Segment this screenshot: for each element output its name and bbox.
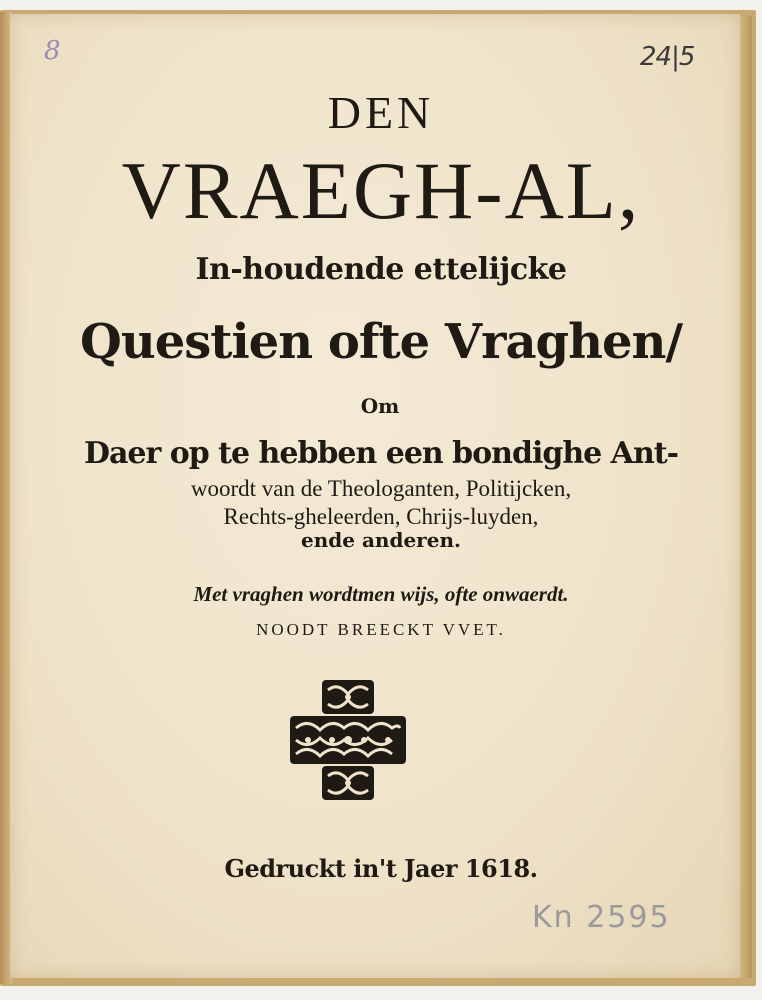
motto-line-caps: NOODT BREECKT VVET.: [256, 620, 506, 639]
subtitle-line-ende: ende anderen.: [301, 528, 461, 552]
subtitle-line-inhoudende: In-houdende ettelijcke: [195, 252, 567, 287]
shelfmark-top-right: 24|5: [640, 42, 695, 72]
imprint-line: Gedruckt in't Jaer 1618.: [224, 854, 538, 883]
motto-line: Met vraghen wordtmen wijs, ofte onwaerdt.: [193, 582, 569, 606]
pencil-note-bottom-right: Kn 2595: [532, 900, 671, 935]
title-line-den: DEN: [327, 87, 435, 138]
subtitle-line-questien: Questien ofte Vraghen/: [80, 314, 682, 370]
printers-ornament-icon: [288, 678, 408, 802]
subtitle-line-woordt: woordt van de Theologanten, Politijcken,: [190, 476, 572, 501]
title-line-vraegh-al: VRAEGH-AL,: [121, 145, 641, 236]
subtitle-line-om: Om: [360, 394, 400, 418]
pencil-note-top-left: 8: [44, 36, 61, 66]
subtitle-line-daer-op: Daer op te hebben een bondighe Ant-: [83, 436, 679, 471]
subtitle-line-rechts: Rechts-gheleerden, Chrijs-luyden,: [223, 504, 539, 529]
